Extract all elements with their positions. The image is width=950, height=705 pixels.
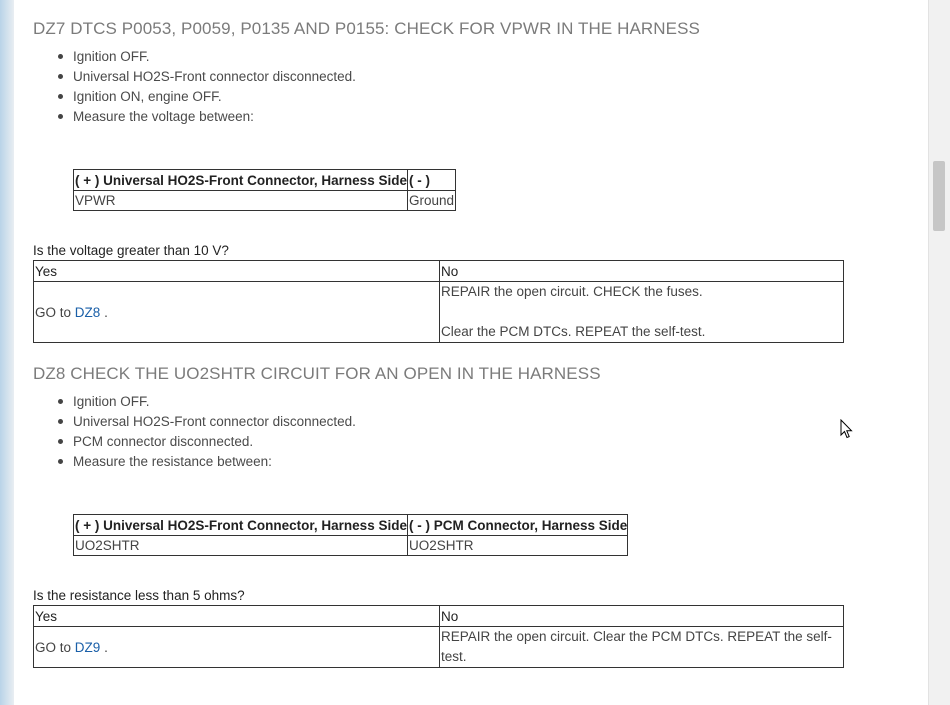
measurement-table-dz8 bbox=[73, 514, 628, 556]
dz9-link[interactable]: DZ9 bbox=[74, 639, 101, 655]
question-dz7: Is the voltage greater than 10 V? bbox=[33, 243, 229, 258]
yes-header: Yes bbox=[34, 606, 440, 627]
steps-list-dz8 bbox=[33, 392, 913, 472]
measure-col-minus: ( - ) PCM Connector, Harness Side bbox=[407, 515, 627, 536]
document-content bbox=[33, 0, 913, 668]
measure-val-minus: Ground bbox=[407, 191, 455, 211]
no-line-2: Clear the PCM DTCs. REPEAT the self-test. bbox=[441, 324, 706, 339]
yes-cell bbox=[34, 627, 440, 668]
no-line-1: REPAIR the open circuit. CHECK the fuses. bbox=[441, 284, 703, 299]
section-heading-dz7: DZ7 DTCS P0053, P0059, P0135 AND P0155: CHECK FOR VPWR IN THE HARNESS bbox=[33, 19, 700, 38]
measure-val-plus: UO2SHTR bbox=[74, 536, 408, 556]
section-heading-dz8: DZ8 CHECK THE UO2SHTR CIRCUIT FOR AN OPEN IN THE HARNESS bbox=[33, 364, 601, 383]
step-item: Measure the voltage between: bbox=[73, 107, 913, 127]
yes-suffix: . bbox=[104, 639, 108, 655]
yes-prefix: GO to bbox=[35, 304, 72, 320]
no-cell bbox=[440, 282, 844, 343]
measure-col-plus: ( + ) Universal HO2S-Front Connector, Harness Side bbox=[74, 515, 408, 536]
step-item: Ignition OFF. bbox=[73, 392, 913, 412]
measure-val-plus: VPWR bbox=[74, 191, 408, 211]
no-header: No bbox=[440, 261, 844, 282]
yes-cell bbox=[34, 282, 440, 343]
vertical-scrollbar[interactable] bbox=[928, 0, 950, 705]
dz8-link[interactable]: DZ8 bbox=[74, 304, 101, 320]
result-table-dz7 bbox=[33, 260, 844, 343]
steps-list-dz7 bbox=[33, 47, 913, 127]
step-item: Universal HO2S-Front connector disconnected. bbox=[73, 412, 913, 432]
mouse-pointer-icon bbox=[840, 419, 854, 439]
step-item: Ignition ON, engine OFF. bbox=[73, 87, 913, 107]
result-table-dz8 bbox=[33, 605, 844, 668]
step-item: Ignition OFF. bbox=[73, 47, 913, 67]
measurement-table-dz7 bbox=[73, 169, 456, 211]
yes-suffix: . bbox=[104, 304, 108, 320]
document-page bbox=[14, 0, 928, 705]
window-left-edge bbox=[0, 0, 14, 705]
step-item: PCM connector disconnected. bbox=[73, 432, 913, 452]
step-item: Measure the resistance between: bbox=[73, 452, 913, 472]
yes-header: Yes bbox=[34, 261, 440, 282]
question-dz8: Is the resistance less than 5 ohms? bbox=[33, 588, 245, 603]
measure-col-minus: ( - ) bbox=[407, 170, 455, 191]
no-cell bbox=[440, 627, 844, 668]
scrollbar-thumb[interactable] bbox=[933, 161, 945, 231]
measure-val-minus: UO2SHTR bbox=[407, 536, 627, 556]
no-line-1: REPAIR the open circuit. Clear the PCM DTCs. REPEAT the self-test. bbox=[441, 629, 832, 664]
yes-prefix: GO to bbox=[35, 639, 72, 655]
measure-col-plus: ( + ) Universal HO2S-Front Connector, Harness Side bbox=[74, 170, 408, 191]
step-item: Universal HO2S-Front connector disconnected. bbox=[73, 67, 913, 87]
no-header: No bbox=[440, 606, 844, 627]
